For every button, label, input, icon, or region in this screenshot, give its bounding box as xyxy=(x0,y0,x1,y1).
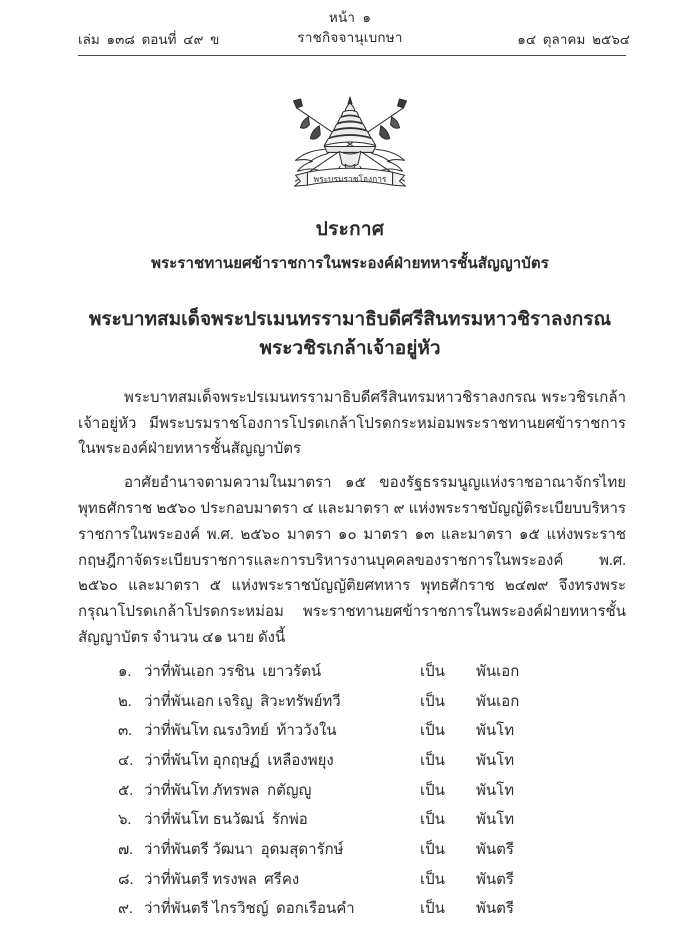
royal-name-line-2: พระวชิรเกล้าเจ้าอยู่หัว xyxy=(259,338,441,360)
list-item xyxy=(78,836,626,866)
list-item xyxy=(78,747,626,777)
list-item-rank: พันตรี xyxy=(476,841,514,858)
list-item-rank: พันโท xyxy=(476,723,515,740)
masthead-divider xyxy=(78,55,626,56)
list-item-connector: เป็น xyxy=(420,841,445,858)
list-item-number: ๓. xyxy=(118,723,133,740)
royal-name-heading xyxy=(0,305,700,364)
list-item-number: ๖. xyxy=(118,812,132,829)
list-item-rank: พันโท xyxy=(476,752,515,769)
emblem-ribbon-text: พระบรมราชโองการ xyxy=(313,175,387,185)
list-item-connector: เป็น xyxy=(420,663,445,680)
list-item xyxy=(78,895,626,925)
list-item-connector: เป็น xyxy=(420,693,445,710)
list-item-rank: พันเอก xyxy=(476,693,520,710)
masthead xyxy=(0,0,700,58)
page-number-label: หน้า ๑ xyxy=(328,10,372,25)
list-item-name: ว่าที่พันโท อุกฤษฏ์ เหลืองพยุง xyxy=(144,752,334,769)
list-item-connector: เป็น xyxy=(420,752,445,769)
list-item-number: ๔. xyxy=(118,752,134,769)
list-item-name: ว่าที่พันเอก วรชิน เยาวรัตน์ xyxy=(144,663,322,680)
list-item xyxy=(78,717,626,747)
list-item-name: ว่าที่พันโท ภัทรพล กตัญญู xyxy=(144,782,312,799)
announcement-subject: พระราชทานยศข้าราชการในพระองค์ฝ่ายทหารชั้นสัญญาบัตร xyxy=(151,256,549,272)
list-item-name: ว่าที่พันโท ณรงวิทย์ ท้าววังใน xyxy=(144,723,337,740)
document-body xyxy=(78,386,626,925)
gazette-title: ราชกิจจานุเบกษา xyxy=(297,29,403,45)
list-item-number: ๒. xyxy=(118,693,132,710)
list-item-number: ๙. xyxy=(118,901,133,918)
list-item-name: ว่าที่พันตรี วัฒนา อุดมสุดารักษ์ xyxy=(144,841,344,858)
list-item-connector: เป็น xyxy=(420,871,445,888)
list-item xyxy=(78,806,626,836)
royal-name-line-1: พระบาทสมเด็จพระปรเมนทรรามาธิบดีศรีสินทรมหาวชิราลงกรณ xyxy=(88,309,612,330)
list-item-rank: พันโท xyxy=(476,812,515,829)
list-item-connector: เป็น xyxy=(420,812,445,829)
list-item xyxy=(78,688,626,718)
list-item-name: ว่าที่พันเอก เจริญ สิวะทรัพย์ทวี xyxy=(144,693,341,710)
list-item-rank: พันตรี xyxy=(476,871,514,888)
list-item xyxy=(78,866,626,896)
publication-date-label: ๑๔ ตุลาคม ๒๕๖๔ xyxy=(517,32,630,47)
list-item-number: ๘. xyxy=(118,871,134,888)
appointee-list xyxy=(78,658,626,925)
list-item-rank: พันเอก xyxy=(476,663,520,680)
list-item-name: ว่าที่พันโท ธนวัฒน์ รักพ่อ xyxy=(144,812,308,829)
list-item-number: ๗. xyxy=(118,841,134,858)
emblem-container xyxy=(0,94,700,202)
list-item-connector: เป็น xyxy=(420,723,445,740)
list-item-number: ๑. xyxy=(118,663,132,680)
list-item-number: ๕. xyxy=(118,782,134,799)
list-item-rank: พันตรี xyxy=(476,901,514,918)
list-item xyxy=(78,777,626,807)
list-item-connector: เป็น xyxy=(420,901,445,918)
announcement-heading: ประกาศ xyxy=(315,219,385,240)
list-item-connector: เป็น xyxy=(420,782,445,799)
list-item-name: ว่าที่พันตรี ไกรวิชญ์ ดอกเรือนคำ xyxy=(144,901,355,918)
volume-issue-label: เล่ม ๑๓๘ ตอนที่ ๔๙ ข xyxy=(78,32,220,47)
royal-command-garuda-emblem xyxy=(265,94,435,198)
list-item-name: ว่าที่พันตรี ทรงพล ศรีคง xyxy=(144,871,300,888)
body-paragraph-2: อาศัยอำนาจตามความในมาตรา ๑๕ ของรัฐธรรมนูญแห่งราชอาณาจักรไทย พุทธศักราช ๒๕๖๐ ประกอบมาตรา ๔ และมาตรา ๙ แห่งพระราชบัญญัติระเบียบบริหารราชการในพระองค์ พ.ศ. ๒๕๖๐ มาตรา ๑๐ มาตรา ๑๓ และมาตรา ๑๕ แห่งพระราชกฤษฎีกาจัดระเบียบราชการและการบริหารงานบุคคลของราชการในพระองค์ พ.ศ. ๒๕๖๐ และมาตรา ๕ แห่งพระราชบัญญัติยศทหาร พุทธศักราช ๒๔๗๙ จึงทรงพระกรุณาโปรดเกล้าโปรดกระหม่อม พระราชทานยศข้าราชการในพระองค์ฝ่ายทหารชั้นสัญญาบัตร จำนวน ๔๑ นาย ดังนี้ xyxy=(78,475,626,647)
body-paragraph-1: พระบาทสมเด็จพระปรเมนทรรามาธิบดีศรีสินทรมหาวชิราลงกรณ พระวชิรเกล้าเจ้าอยู่หัว มีพระบรมราชโองการโปรดเกล้าโปรดกระหม่อมพระราชทานยศข้าราชการในพระองค์ฝ่ายทหารชั้นสัญญาบัตร xyxy=(78,389,626,458)
list-item xyxy=(78,658,626,688)
list-item-rank: พันโท xyxy=(476,782,515,799)
